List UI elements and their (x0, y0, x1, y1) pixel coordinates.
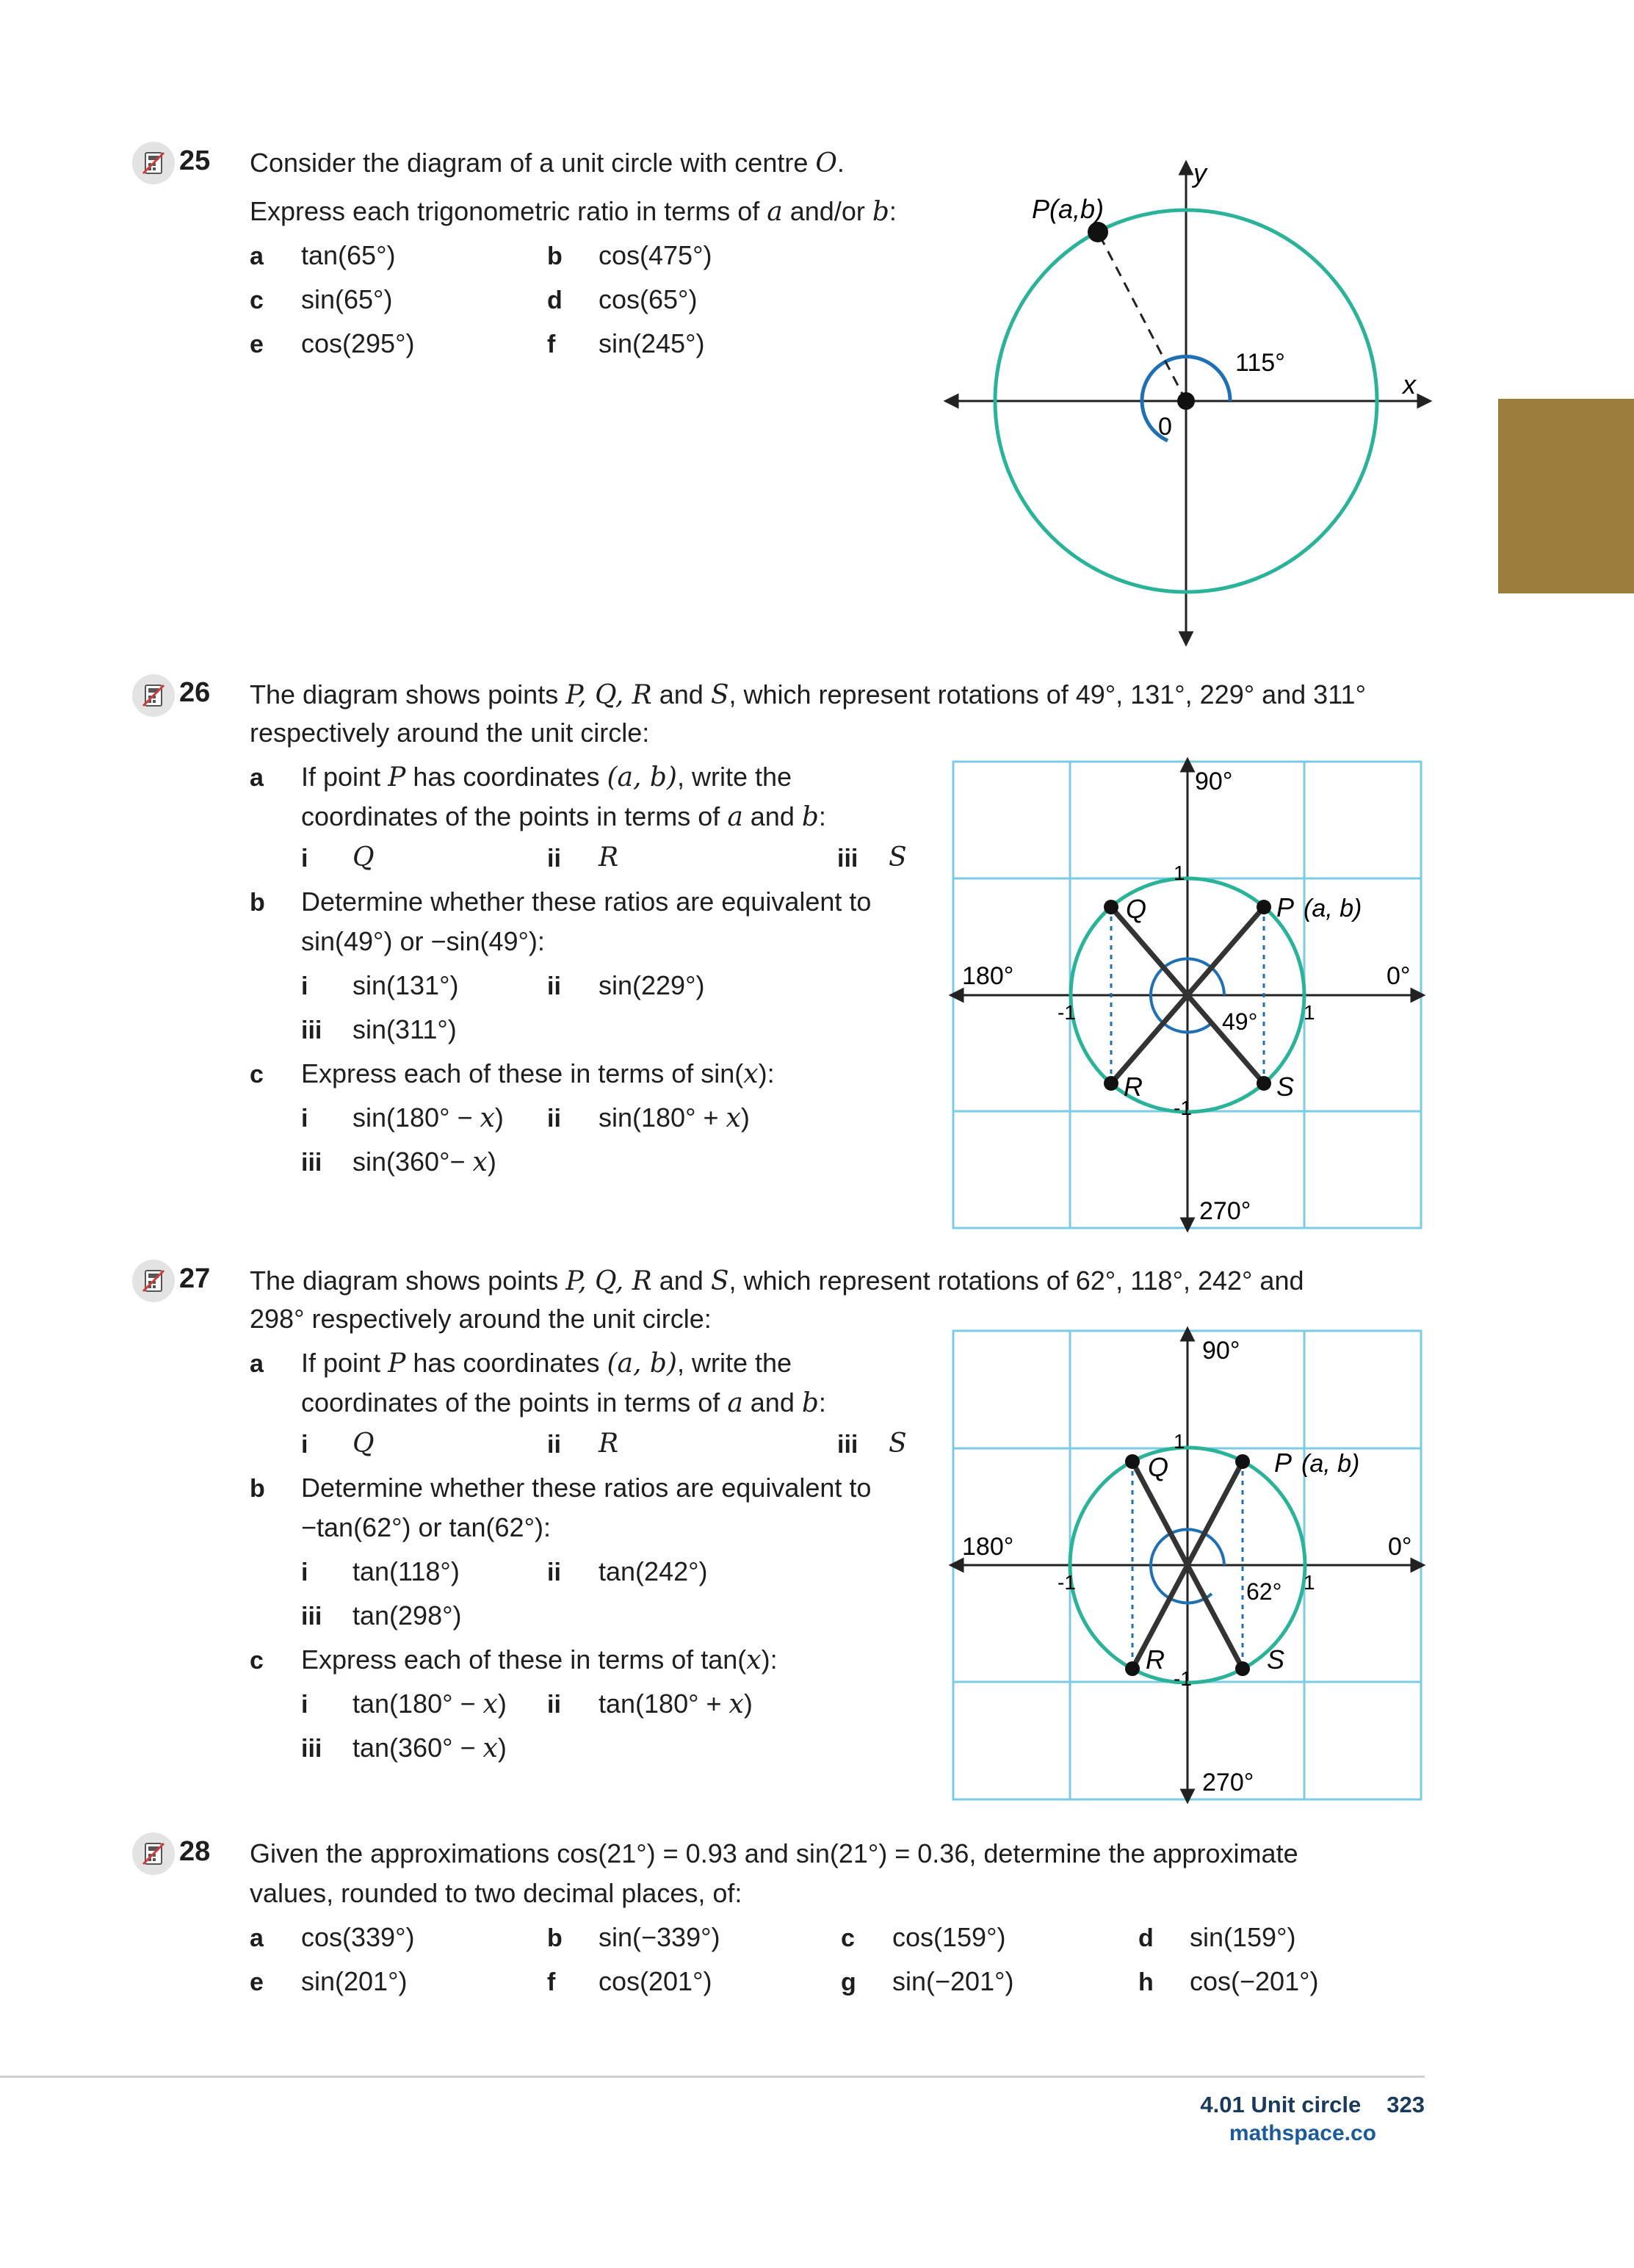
q27-unit-circle-diagram (947, 1326, 1432, 1807)
point-Q (1125, 1454, 1140, 1469)
tick-1: 1 (1174, 1430, 1185, 1453)
tick-neg1: -1 (1174, 1097, 1192, 1119)
point-P (1257, 900, 1271, 914)
label-Q: Q (1148, 1452, 1169, 1482)
sub-part: iii sin(311°) (301, 1014, 457, 1044)
tick-neg1: -1 (1058, 1001, 1076, 1024)
sub-part: i Q (301, 842, 375, 873)
part-item: b cos(475°) (547, 240, 712, 270)
part-b-text: −tan(62°) or tan(62°): (301, 1512, 551, 1542)
part-item: d sin(159°) (1138, 1922, 1296, 1952)
sub-part: iii tan(298°) (301, 1600, 462, 1630)
point-R (1125, 1661, 1140, 1676)
label-P: P (1274, 1448, 1293, 1478)
tick-1: 1 (1174, 862, 1185, 884)
footer-divider (0, 2076, 1425, 2078)
sub-part: iii S (837, 1429, 907, 1459)
no-calculator-icon (132, 674, 175, 717)
part-b: b Determine whether these ratios are equivalent to (250, 886, 872, 917)
label-270: 270° (1202, 1769, 1254, 1796)
tick-1: 1 (1304, 1571, 1315, 1594)
label-90: 90° (1195, 768, 1233, 795)
part-item: e sin(201°) (250, 1966, 408, 1996)
part-c: c Express each of these in terms of sin(x): (250, 1058, 775, 1089)
point-Q (1104, 900, 1118, 914)
question-number: 28 (179, 1836, 211, 1867)
sub-part: iii tan(360° − x) (301, 1733, 507, 1763)
sub-part: iii sin(360°− x) (301, 1146, 496, 1177)
y-axis-label: y (1193, 158, 1207, 188)
sub-part: i sin(180° − x) (301, 1102, 504, 1133)
question-text: 298° respectively around the unit circle: (250, 1304, 712, 1334)
question-text: values, rounded to two decimal places, of: (250, 1878, 742, 1908)
label-0: 0° (1387, 962, 1411, 990)
angle-label: 49° (1222, 1008, 1258, 1035)
part-item: f cos(201°) (547, 1966, 712, 1996)
point-S (1257, 1076, 1271, 1091)
part-item: a tan(65°) (250, 240, 396, 270)
label-P-coord: (a, b) (1304, 895, 1362, 922)
point-R (1104, 1076, 1118, 1091)
sub-part: i tan(180° − x) (301, 1689, 507, 1719)
part-a-text: coordinates of the points in terms of a and b: (301, 801, 826, 832)
point-P (1088, 222, 1108, 242)
point-S (1235, 1661, 1250, 1676)
label-270: 270° (1199, 1197, 1251, 1225)
point-label: P(a,b) (1032, 194, 1105, 224)
label-180: 180° (962, 962, 1014, 990)
footer-site-link[interactable]: mathspace.co (1229, 2121, 1376, 2145)
no-calculator-icon (132, 142, 175, 184)
q26-unit-circle-diagram (947, 756, 1432, 1234)
question-text: Given the approximations cos(21°) = 0.93 and sin(21°) = 0.36, determine the approximate (250, 1838, 1298, 1868)
question-number: 26 (179, 677, 211, 708)
label-R: R (1146, 1644, 1165, 1675)
sub-part: i tan(118°) (301, 1556, 460, 1586)
sub-part: ii sin(180° + x) (547, 1102, 750, 1133)
part-item: g sin(−201°) (841, 1966, 1014, 1996)
label-P-coord: (a, b) (1301, 1450, 1360, 1478)
part-item: a cos(339°) (250, 1922, 415, 1952)
question-text: Consider the diagram of a unit circle with centre O. (250, 148, 845, 178)
part-item: f sin(245°) (547, 328, 705, 358)
label-S: S (1276, 1072, 1295, 1102)
radius-line (1098, 232, 1186, 401)
part-item: c sin(65°) (250, 284, 393, 314)
tick-neg1: -1 (1174, 1667, 1192, 1690)
label-90: 90° (1202, 1337, 1240, 1365)
origin-label: 0 (1158, 413, 1172, 441)
label-Q: Q (1126, 894, 1147, 924)
part-c: c Express each of these in terms of tan(x): (250, 1644, 778, 1675)
part-item: d cos(65°) (547, 284, 698, 314)
part-item: e cos(295°) (250, 328, 415, 358)
part-b-text: sin(49°) or −sin(49°): (301, 926, 545, 956)
label-180: 180° (962, 1533, 1014, 1561)
angle-label: 115° (1235, 349, 1285, 377)
x-axis-label: x (1403, 369, 1416, 400)
label-S: S (1267, 1644, 1285, 1675)
part-item: h cos(−201°) (1138, 1966, 1319, 1996)
question-text: The diagram shows points P, Q, R and S, which represent rotations of 49°, 131°, 229° and 311° (250, 679, 1366, 710)
sub-part: ii sin(229°) (547, 970, 705, 1000)
part-a-text: coordinates of the points in terms of a and b: (301, 1387, 826, 1418)
angle-label: 62° (1246, 1578, 1282, 1605)
sub-part: i sin(131°) (301, 970, 459, 1000)
sub-part: iii S (837, 842, 907, 873)
sub-part: ii tan(180° + x) (547, 1689, 753, 1719)
no-calculator-icon (132, 1832, 175, 1875)
footer-section: 4.01 Unit circle 323 (1200, 2092, 1425, 2117)
question-number: 27 (179, 1263, 211, 1294)
tick-neg1: -1 (1058, 1571, 1076, 1594)
unit-circle-diagram (940, 147, 1447, 654)
sub-part: i Q (301, 1429, 375, 1459)
chapter-tab (1498, 399, 1634, 593)
part-item: c cos(159°) (841, 1922, 1006, 1952)
sub-part: ii R (547, 842, 619, 873)
part-item: b sin(−339°) (547, 1922, 720, 1952)
part-a: a If point P has coordinates (a, b), write the (250, 1348, 792, 1379)
question-text: The diagram shows points P, Q, R and S, which represent rotations of 62°, 118°, 242° and (250, 1265, 1304, 1296)
tick-1: 1 (1304, 1001, 1315, 1024)
label-0: 0° (1388, 1533, 1412, 1561)
part-a: a If point P has coordinates (a, b), write the (250, 762, 792, 792)
part-b: b Determine whether these ratios are equivalent to (250, 1473, 872, 1503)
sub-part: ii tan(242°) (547, 1556, 708, 1586)
no-calculator-icon (132, 1260, 175, 1302)
label-R: R (1124, 1072, 1143, 1102)
origin-point (1177, 392, 1195, 410)
point-P (1235, 1454, 1250, 1469)
label-P: P (1276, 892, 1295, 922)
question-number: 25 (179, 145, 211, 176)
sub-part: ii R (547, 1429, 619, 1459)
question-text: respectively around the unit circle: (250, 718, 650, 748)
question-text: Express each trigonometric ratio in terms of a and/or b: (250, 196, 897, 227)
